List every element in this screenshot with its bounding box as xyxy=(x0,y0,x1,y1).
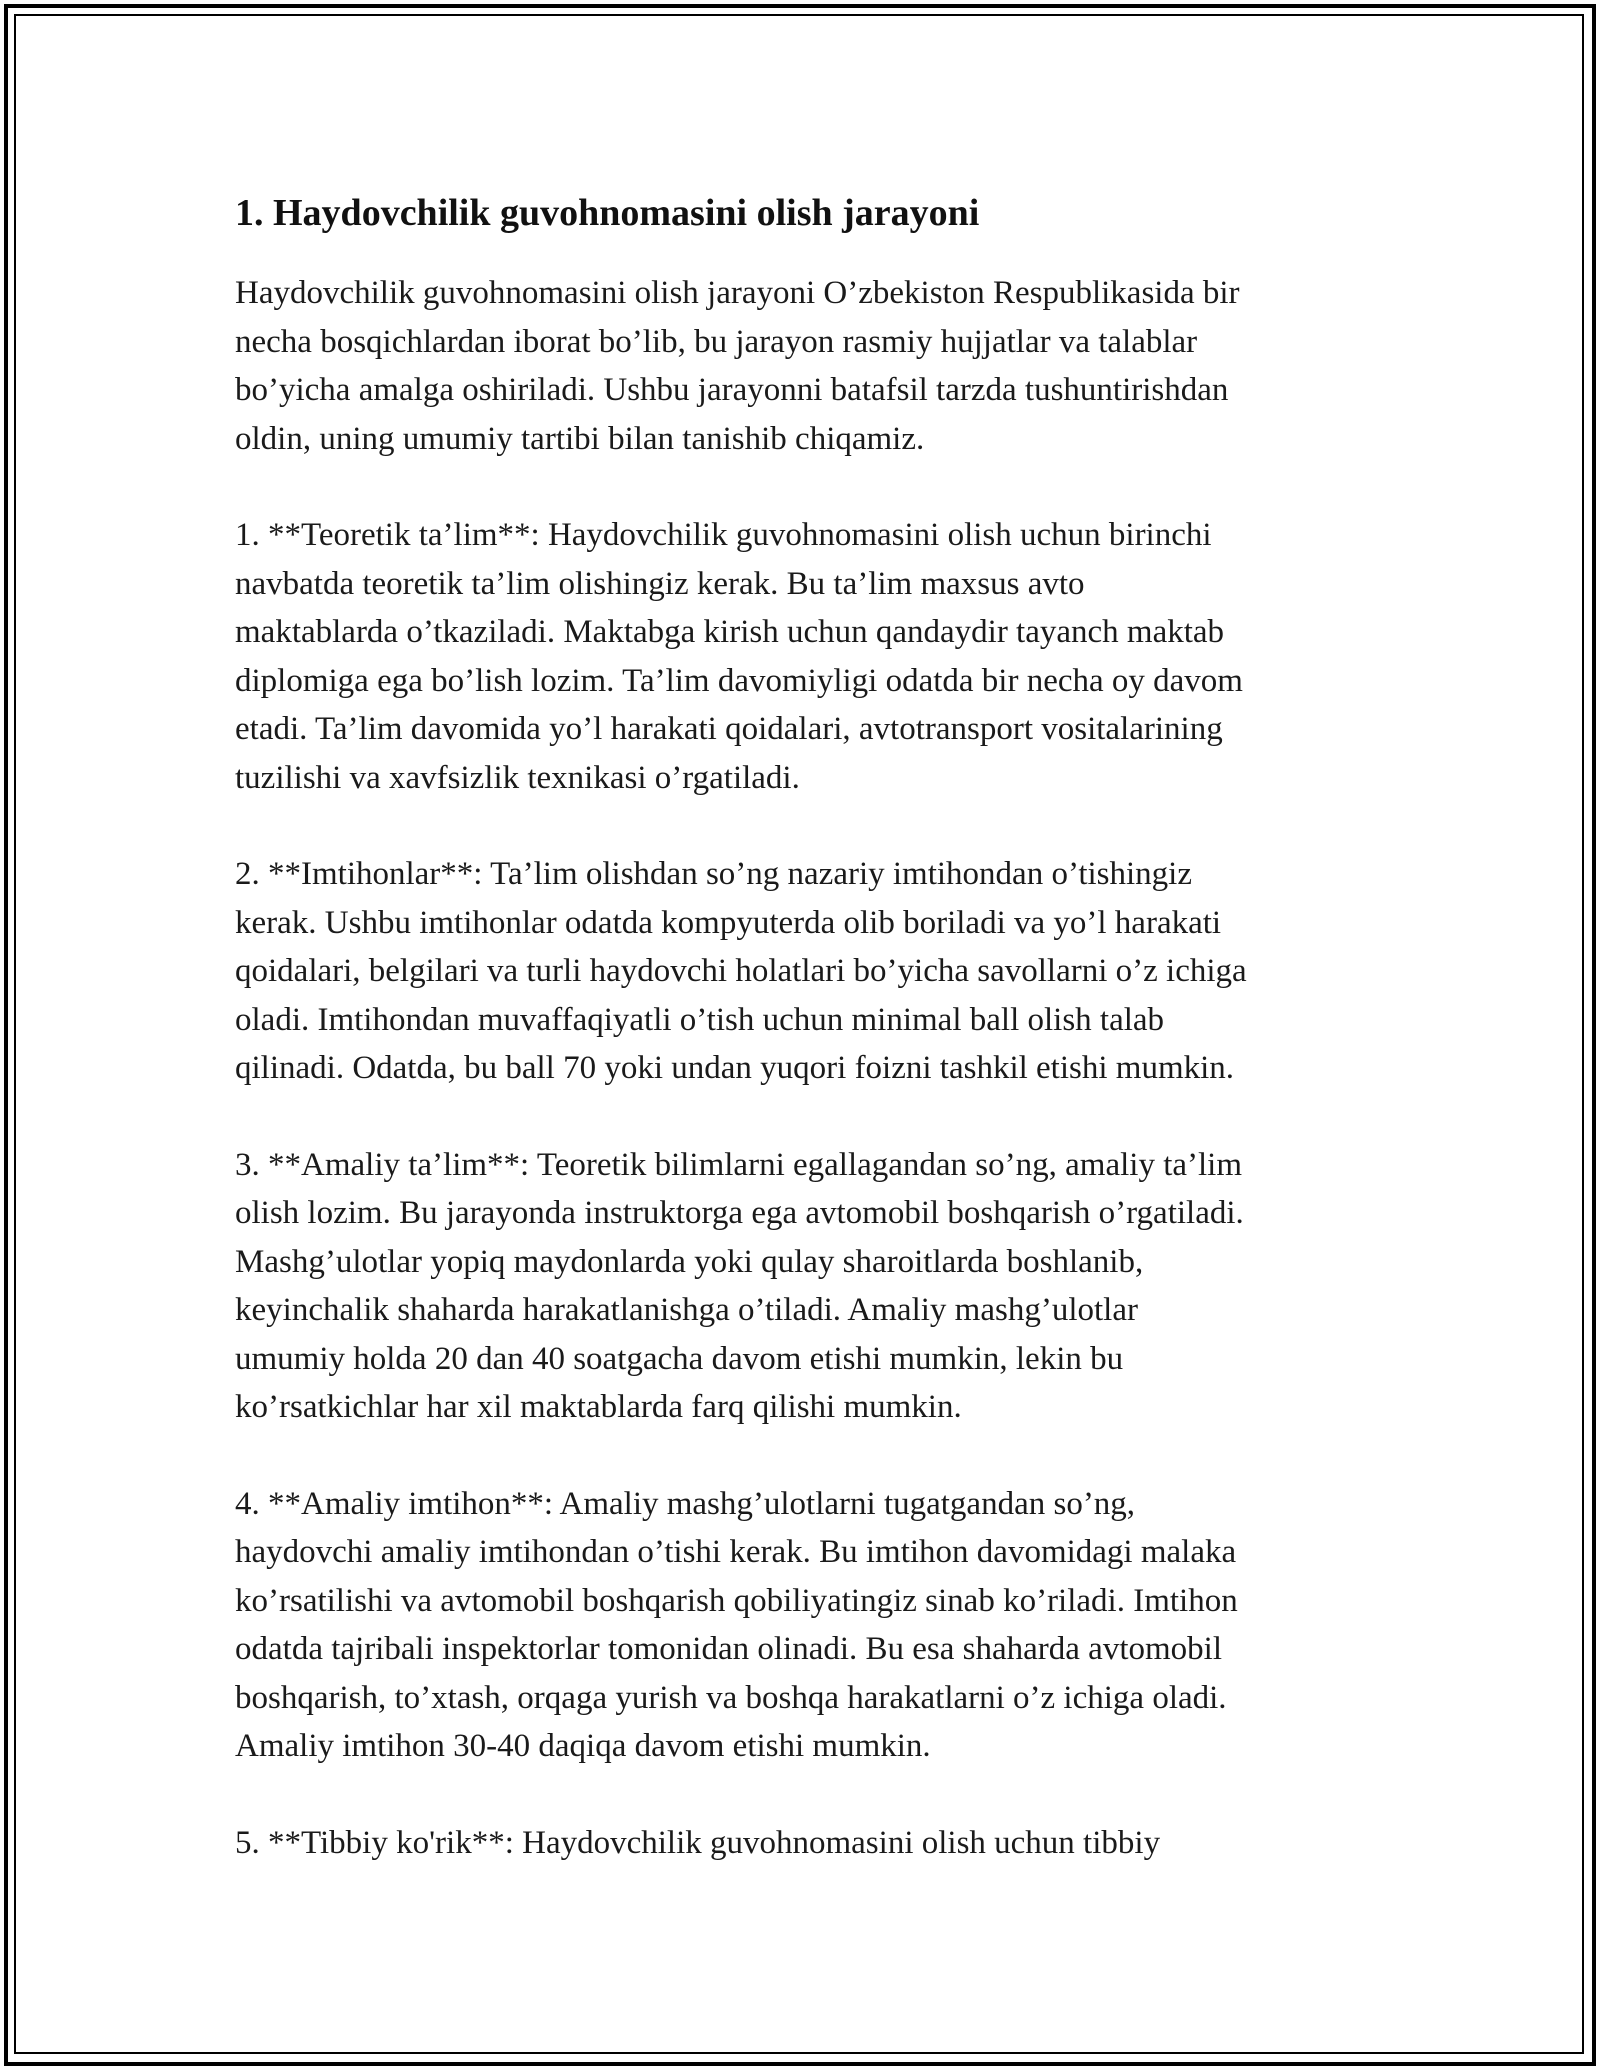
step-exams-paragraph: 2. **Imtihonlar**: Ta’lim olishdan so’ng nazariy imtihondan o’tishingiz kerak. Ushbu imtihonlar odatda kompyuterda olib boriladi va yo’l harakati qoidalari, belgilari va turli haydovchi holatlari bo’yicha savollarni o’z ichiga oladi. Imtihondan muvaffaqiyatli o’tish uchun minimal ball olish talab qilinadi. Odatda, bu ball 70 yoki undan yuqori foizni tashkil etishi mumkin. xyxy=(235,856,1247,1086)
step-practice-paragraph: 3. **Amaliy ta’lim**: Teoretik bilimlarni egallagandan so’ng, amaliy ta’lim olish lozim. Bu jarayonda instruktorga ega avtomobil boshqarish o’rgatiladi. Mashg’ulotlar yopiq maydonlarda yoki qulay sharoitlarda boshlanib, keyinchalik shaharda harakatlanishga o’tiladi. Amaliy mashg’ulotlar umumiy holda 20 dan 40 soatgacha davom etishi mumkin, lekin bu ko’rsatkichlar har xil maktablarda farq qilishi mumkin. xyxy=(235,1146,1244,1425)
intro-paragraph: Haydovchilik guvohnomasini olish jarayoni O’zbekiston Respublikasida bir necha bosqichlardan iborat bo’lib, bu jarayon rasmiy hujjatlar va talablar bo’yicha amalga oshiriladi. Ushbu jarayonni batafsil tarzda tushuntirishdan oldin, uning umumiy tartibi bilan tanishib chiqamiz. xyxy=(235,275,1240,457)
step-theory-paragraph: 1. **Teoretik ta’lim**: Haydovchilik guvohnomasini olish uchun birinchi navbatda teoretik ta’lim olishingiz kerak. Bu ta’lim maxsus avto maktablarda o’tkaziladi. Maktabga kirish uchun qandaydir tayanch maktab diplomiga ega bo’lish lozim. Ta’lim davomiyligi odatda bir necha oy davom etadi. Ta’lim davomida yo’l harakati qoidalari, avtotransport vositalarining tuzilishi va xavfsizlik texnikasi o’rgatiladi. xyxy=(235,517,1243,796)
section-heading: 1. Haydovchilik guvohnomasini olish jarayoni xyxy=(235,192,980,234)
step-medical-paragraph: 5. **Tibbiy ko'rik**: Haydovchilik guvohnomasini olish uchun tibbiy xyxy=(235,1824,1161,1861)
step-practical-exam-paragraph: 4. **Amaliy imtihon**: Amaliy mashg’ulotlarni tugatgandan so’ng, haydovchi amaliy imtihondan o’tishi kerak. Bu imtihon davomidagi malaka ko’rsatilishi va avtomobil boshqarish qobiliyatingiz sinab ko’riladi. Imtihon odatda tajribali inspektorlar tomonidan olinadi. Bu esa shaharda avtomobil boshqarish, to’xtash, orqaga yurish va boshqa harakatlarni o’z ichiga oladi. Amaliy imtihon 30-40 daqiqa davom etishi mumkin. xyxy=(235,1485,1238,1764)
document-body xyxy=(235,185,1365,1915)
